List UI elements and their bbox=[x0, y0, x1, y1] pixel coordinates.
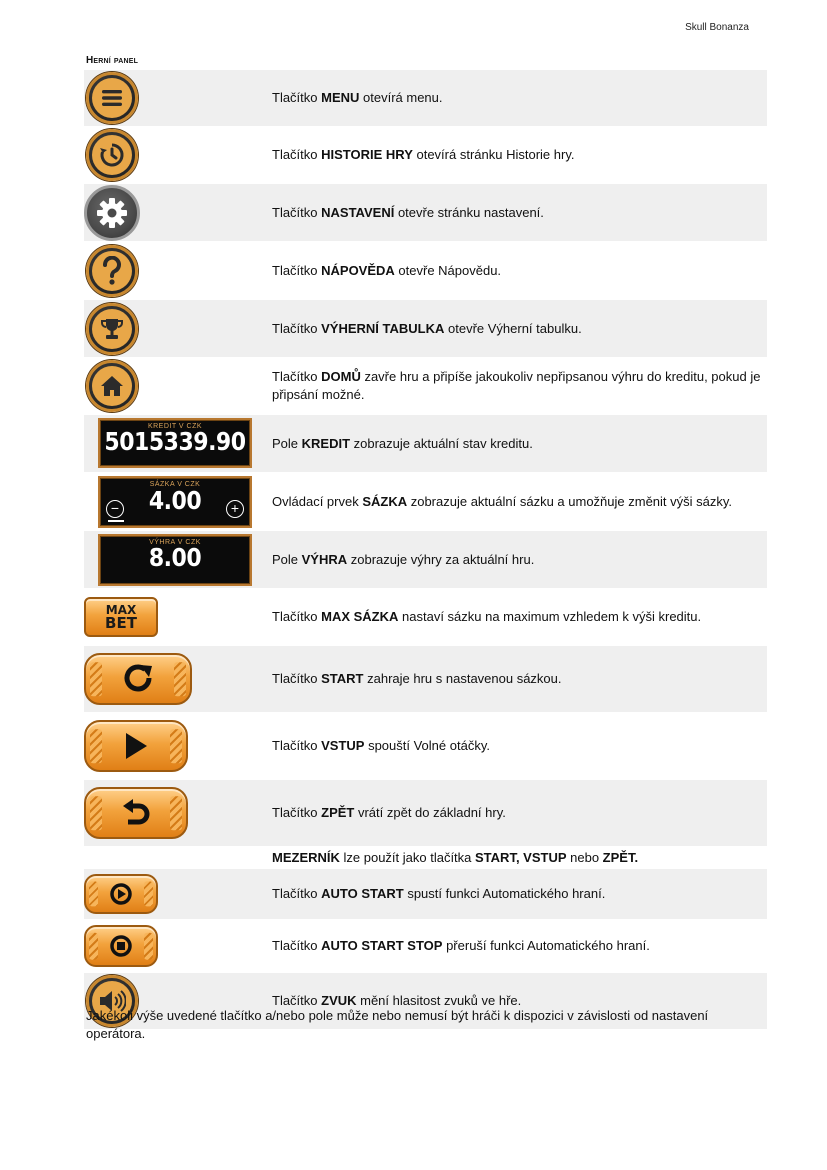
help-question-icon[interactable] bbox=[86, 245, 138, 297]
row-description: Tlačítko NASTAVENÍ otevře stránku nastavení. bbox=[272, 204, 544, 220]
row-description: Tlačítko AUTO START STOP přeruší funkci Automatického hraní. bbox=[272, 938, 650, 953]
row-description: Tlačítko DOMŮ zavře hru a připíše jakoukoliv nepřipsanou výhru do kreditu, pokud je připsání možné. bbox=[272, 369, 761, 402]
table-row bbox=[84, 780, 767, 847]
history-icon[interactable] bbox=[86, 129, 138, 181]
row-description: Tlačítko AUTO START spustí funkci Automatického hraní. bbox=[272, 886, 606, 901]
row-description: Pole KREDIT zobrazuje aktuální stav kreditu. bbox=[272, 435, 533, 451]
table-row bbox=[84, 920, 767, 973]
spacebar-note-row bbox=[84, 847, 767, 869]
max-bet-button[interactable]: MAX BET bbox=[84, 597, 158, 637]
row-description: Tlačítko VSTUP spouští Volné otáčky. bbox=[272, 738, 490, 753]
bet-value: 4.00 bbox=[148, 487, 202, 516]
row-description: Pole VÝHRA zobrazuje výhry za aktuální hru. bbox=[272, 551, 535, 567]
game-panel-table bbox=[84, 70, 767, 1030]
credit-label: KREDIT V CZK bbox=[147, 423, 203, 430]
row-description: Ovládací prvek SÁZKA zobrazuje aktuální sázku a umožňuje změnit výši sázky. bbox=[272, 493, 733, 509]
autostart-stop-icon[interactable] bbox=[84, 925, 158, 967]
table-row bbox=[84, 184, 767, 242]
row-description: Tlačítko START zahraje hru s nastavenou sázkou. bbox=[272, 671, 562, 686]
trophy-icon[interactable] bbox=[86, 303, 138, 355]
table-row bbox=[84, 531, 767, 589]
table-row bbox=[84, 713, 767, 780]
bet-label: SÁZKA V CZK bbox=[149, 481, 201, 488]
row-description: Tlačítko VÝHERNÍ TABULKA otevře Výherní tabulku. bbox=[272, 320, 582, 336]
win-value: 8.00 bbox=[148, 544, 202, 573]
table-row bbox=[84, 358, 767, 415]
table-row bbox=[84, 415, 767, 473]
back-arrow-icon[interactable] bbox=[84, 787, 188, 839]
row-description: Tlačítko MAX SÁZKA nastaví sázku na maximum vzhledem k výši kreditu. bbox=[272, 609, 702, 624]
menu-icon[interactable] bbox=[86, 72, 138, 124]
bet-panel bbox=[98, 476, 252, 528]
home-icon[interactable] bbox=[86, 360, 138, 412]
autostart-icon[interactable] bbox=[84, 874, 158, 914]
row-description: Tlačítko NÁPOVĚDA otevře Nápovědu. bbox=[272, 262, 502, 278]
settings-gear-icon[interactable] bbox=[84, 185, 140, 241]
section-title: Herní panel bbox=[86, 55, 139, 66]
table-row bbox=[84, 300, 767, 358]
availability-footnote: Jakékoli výše uvedené tlačítko a/nebo pole může nebo nemusí být hráči k dispozici v závislosti od nastavení operátora. bbox=[86, 1008, 709, 1041]
credit-panel bbox=[98, 418, 252, 468]
bet-underline bbox=[108, 520, 124, 522]
table-row bbox=[84, 127, 767, 184]
spacebar-note: MEZERNÍK lze použít jako tlačítka START, VSTUP nebo ZPĚT. bbox=[272, 849, 639, 865]
play-icon[interactable] bbox=[84, 720, 188, 772]
table-row bbox=[84, 869, 767, 920]
game-title: Skull Bonanza bbox=[685, 22, 749, 33]
row-description: Tlačítko ZVUK mění hlasitost zvuků ve hře. bbox=[272, 993, 522, 1008]
bet-increase-button[interactable]: + bbox=[226, 500, 244, 518]
row-description: Tlačítko MENU otevírá menu. bbox=[272, 90, 443, 105]
credit-value: 5015339.90 bbox=[104, 428, 246, 457]
table-row bbox=[84, 473, 767, 531]
start-spin-icon[interactable] bbox=[84, 653, 192, 705]
win-panel bbox=[98, 534, 252, 586]
table-row bbox=[84, 242, 767, 300]
row-description: Tlačítko HISTORIE HRY otevírá stránku Historie hry. bbox=[272, 147, 575, 162]
table-row bbox=[84, 589, 767, 646]
bet-decrease-button[interactable]: − bbox=[106, 500, 124, 518]
win-label: VÝHRA V CZK bbox=[149, 539, 201, 546]
row-description: Tlačítko ZPĚT vrátí zpět do základní hry. bbox=[272, 805, 506, 820]
table-row bbox=[84, 70, 767, 127]
table-row bbox=[84, 646, 767, 713]
